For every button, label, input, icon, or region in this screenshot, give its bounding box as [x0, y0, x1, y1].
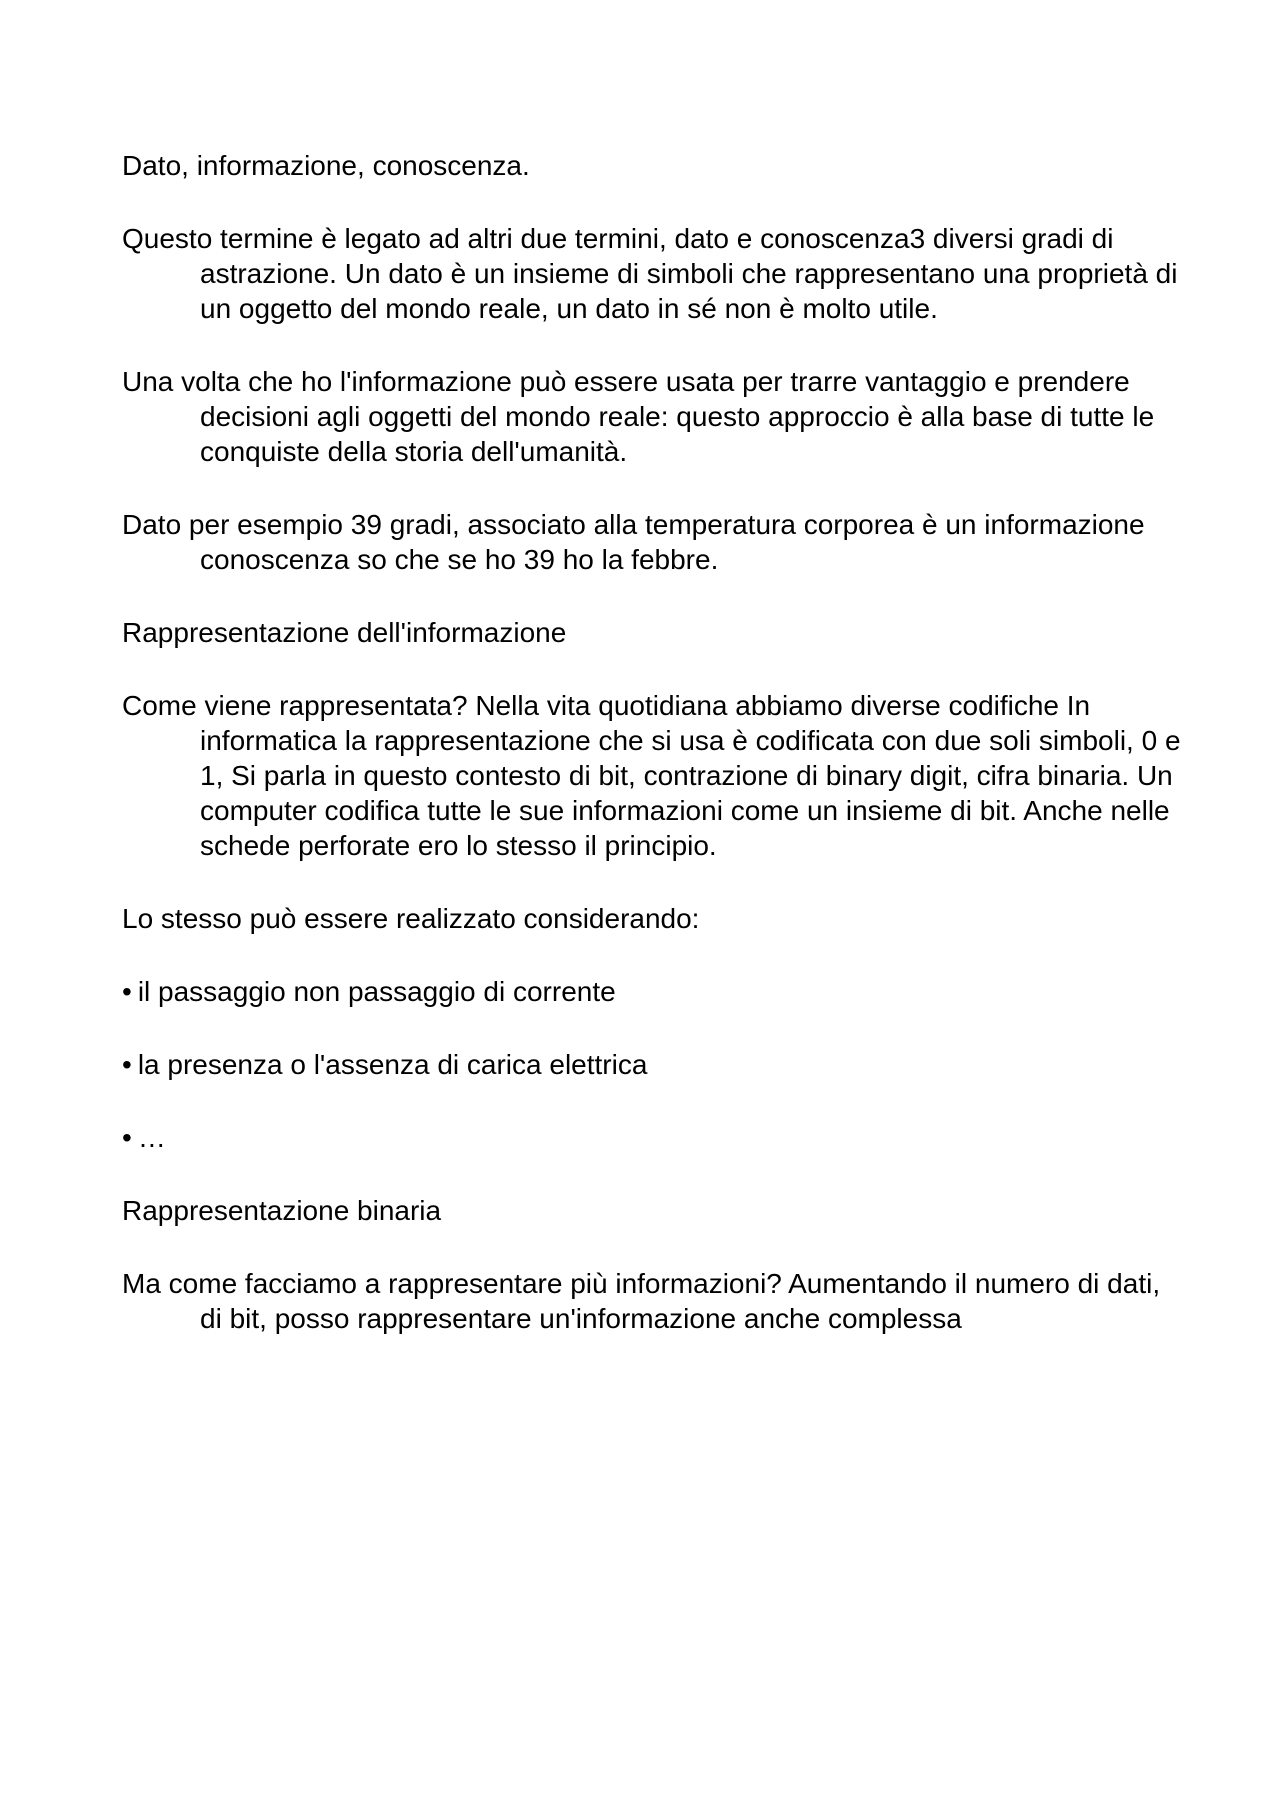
list-item	[122, 1047, 1182, 1082]
bullet-icon: •	[122, 1122, 132, 1153]
section-heading-binaria: Rappresentazione binaria	[122, 1195, 442, 1226]
paragraph-piu-informazioni: Ma come facciamo a rappresentare più informazioni? Aumentando il numero di dati, di bit, posso rappresentare un'informazione anche complessa	[122, 1268, 1161, 1334]
document-page	[122, 148, 1182, 1374]
bullet-icon: •	[122, 1049, 132, 1080]
document-title: Dato, informazione, conoscenza.	[122, 150, 530, 181]
paragraph-considerando: Lo stesso può essere realizzato considerando:	[122, 903, 700, 934]
bullet-icon: •	[122, 976, 132, 1007]
list-item	[122, 1120, 1182, 1155]
paragraph-dato-definition: Questo termine è legato ad altri due termini, dato e conoscenza3 diversi gradi di astrazione. Un dato è un insieme di simboli che rappresentano una proprietà di un oggetto del mondo reale, un dato in sé non è molto utile.	[122, 223, 1178, 324]
paragraph-codifica-binaria: Come viene rappresentata? Nella vita quotidiana abbiamo diverse codifiche In informatica la rappresentazione che si usa è codificata con due soli simboli, 0 e 1, Si parla in questo contesto di bit, contrazione di binary digit, cifra binaria. Un computer codifica tutte le sue informazioni come un insieme di bit. Anche nelle schede perforate ero lo stesso il principio.	[122, 690, 1181, 861]
paragraph-esempio-temperatura: Dato per esempio 39 gradi, associato alla temperatura corporea è un informazione conoscenza so che se ho 39 ho la febbre.	[122, 509, 1145, 575]
list-item	[122, 974, 1182, 1009]
list-item-text: …	[137, 1122, 166, 1153]
paragraph-informazione-uso: Una volta che ho l'informazione può essere usata per trarre vantaggio e prendere decisioni agli oggetti del mondo reale: questo approccio è alla base di tutte le conquiste della storia dell'umanità.	[122, 366, 1155, 467]
list-item-text: il passaggio non passaggio di corrente	[137, 976, 616, 1007]
list-item-text: la presenza o l'assenza di carica elettrica	[137, 1049, 648, 1080]
section-heading-rappresentazione: Rappresentazione dell'informazione	[122, 617, 567, 648]
